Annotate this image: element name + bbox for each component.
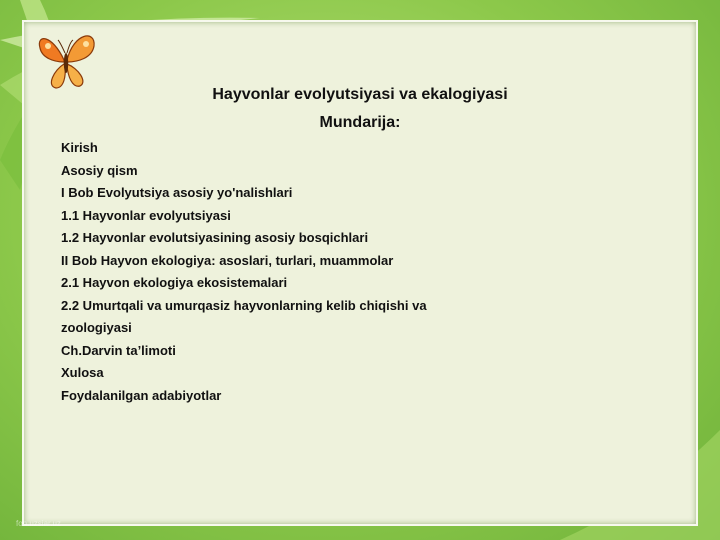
toc-item: Asosiy qism [61, 162, 138, 178]
toc-item: II Bob Hayvon ekologiya: asoslari, turlari, muammolar [61, 252, 394, 268]
toc-item: Kirish [61, 140, 98, 155]
watermark: fon.uzsiar.uz [16, 519, 61, 528]
slide-title: Hayvonlar evolyutsiyasi va ekalogiyasi [212, 86, 508, 103]
slide-subtitle: Mundarija: [319, 114, 401, 131]
toc-item: 2.2 Umurtqali va umurqasiz hayvonlarning kelib chiqishi va [61, 297, 427, 313]
table-of-contents [61, 137, 491, 407]
toc-item: 1.1 Hayvonlar evolyutsiyasi [61, 207, 231, 223]
toc-item: I Bob Evolyutsiya asosiy yo'nalishlari [61, 185, 293, 200]
toc-item: zoologiyasi [61, 320, 132, 335]
toc-item: Xulosa [61, 365, 104, 380]
toc-item: Foydalanilgan adabiyotlar [61, 387, 222, 403]
toc-item: Ch.Darvin ta’limoti [61, 342, 176, 358]
toc-item: 2.1 Hayvon ekologiya ekosistemalari [61, 275, 288, 290]
butterfly-icon [34, 30, 100, 92]
toc-item: 1.2 Hayvonlar evolutsiyasining asosiy bosqichlari [61, 230, 369, 245]
